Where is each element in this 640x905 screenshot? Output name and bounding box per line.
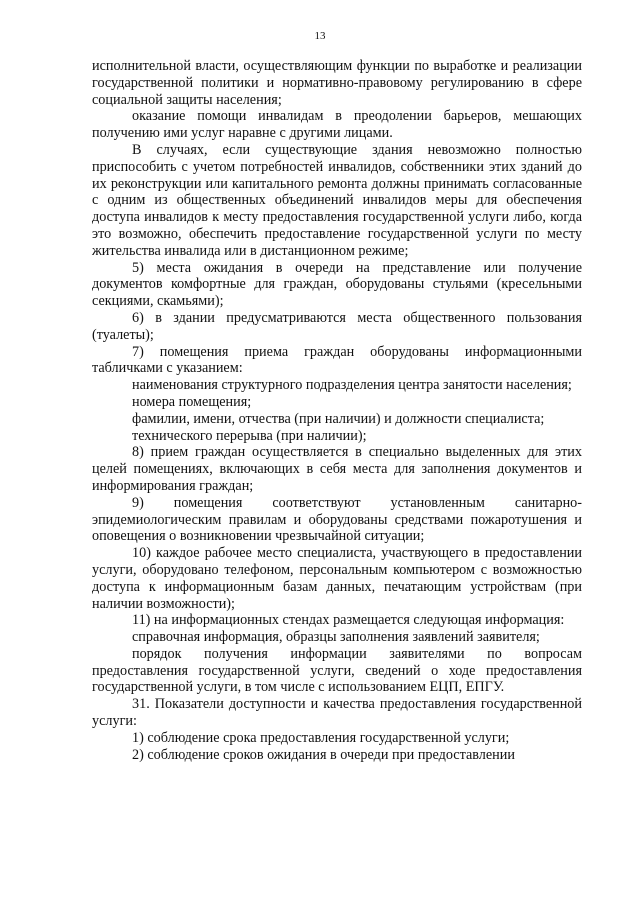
paragraph: порядок получения информации заявителями по вопросам предоставления государственной услуги, сведений о ходе предоставления государственной услуги, в том числе с использованием ЕЦП, ЕПГУ. xyxy=(92,645,582,696)
paragraph: номера помещения; xyxy=(132,393,252,410)
list-item: 11) на информационных стендах размещается следующая информация: xyxy=(132,612,565,629)
paragraph: исполнительной власти, осуществляющим функции по выработке и реализации государственной политики и нормативно-правовому регулированию в сфере социальной защиты населения; xyxy=(92,58,582,108)
list-item: 2) соблюдение сроков ожидания в очереди при предоставлении xyxy=(132,746,515,763)
list-item: 1) соблюдение срока предоставления государственной услуги; xyxy=(132,729,510,746)
list-item: 6) в здании предусматриваются места общественного пользования (туалеты); xyxy=(92,309,582,343)
paragraph: наименования структурного подразделения центра занятости населения; xyxy=(132,377,572,394)
list-item: 10) каждое рабочее место специалиста, участвующего в предоставлении услуги, оборудовано телефоном, персональным компьютером с возможностью доступа к информационным базам данных, печатающим устройствам (при наличии возможности); xyxy=(92,545,582,612)
list-item: 8) прием граждан осуществляется в специально выделенных для этих целей помещениях, включающих в себя места для заполнения документов и информирования граждан; xyxy=(92,444,582,494)
paragraph: фамилии, имени, отчества (при наличии) и должности специалиста; xyxy=(132,410,545,427)
paragraph: оказание помощи инвалидам в преодолении барьеров, мешающих получению ими услуг наравне с другими лицами. xyxy=(92,108,582,142)
page-number: 13 xyxy=(314,30,326,42)
list-item: 7) помещения приема граждан оборудованы информационными табличками с указанием: xyxy=(92,343,582,377)
paragraph: В случаях, если существующие здания невозможно полностью приспособить с учетом потребностей инвалидов, собственники этих зданий до их реконструкции или капитального ремонта должны принимать согласованные с одним из общественных объединений инвалидов меры для обеспечения доступа инвалидов к месту предоставления государственной услуги либо, когда это возможно, обеспечить предоставление государственной услуги по месту жительства инвалида или в дистанционном режиме; xyxy=(92,141,582,259)
document-body xyxy=(92,58,582,763)
paragraph: технического перерыва (при наличии); xyxy=(132,427,367,444)
paragraph: справочная информация, образцы заполнения заявлений заявителя; xyxy=(132,629,540,646)
section-item: 31. Показатели доступности и качества предоставления государственной услуги: xyxy=(92,696,582,730)
list-item: 5) места ожидания в очереди на представление или получение документов комфортные для граждан, оборудованы стульями (кресельными секциями, скамьями); xyxy=(92,259,582,310)
list-item: 9) помещения соответствуют установленным санитарно-эпидемиологическим правилам и оборудованы средствами пожаротушения и оповещения о возникновении чрезвычайной ситуации; xyxy=(92,494,582,545)
